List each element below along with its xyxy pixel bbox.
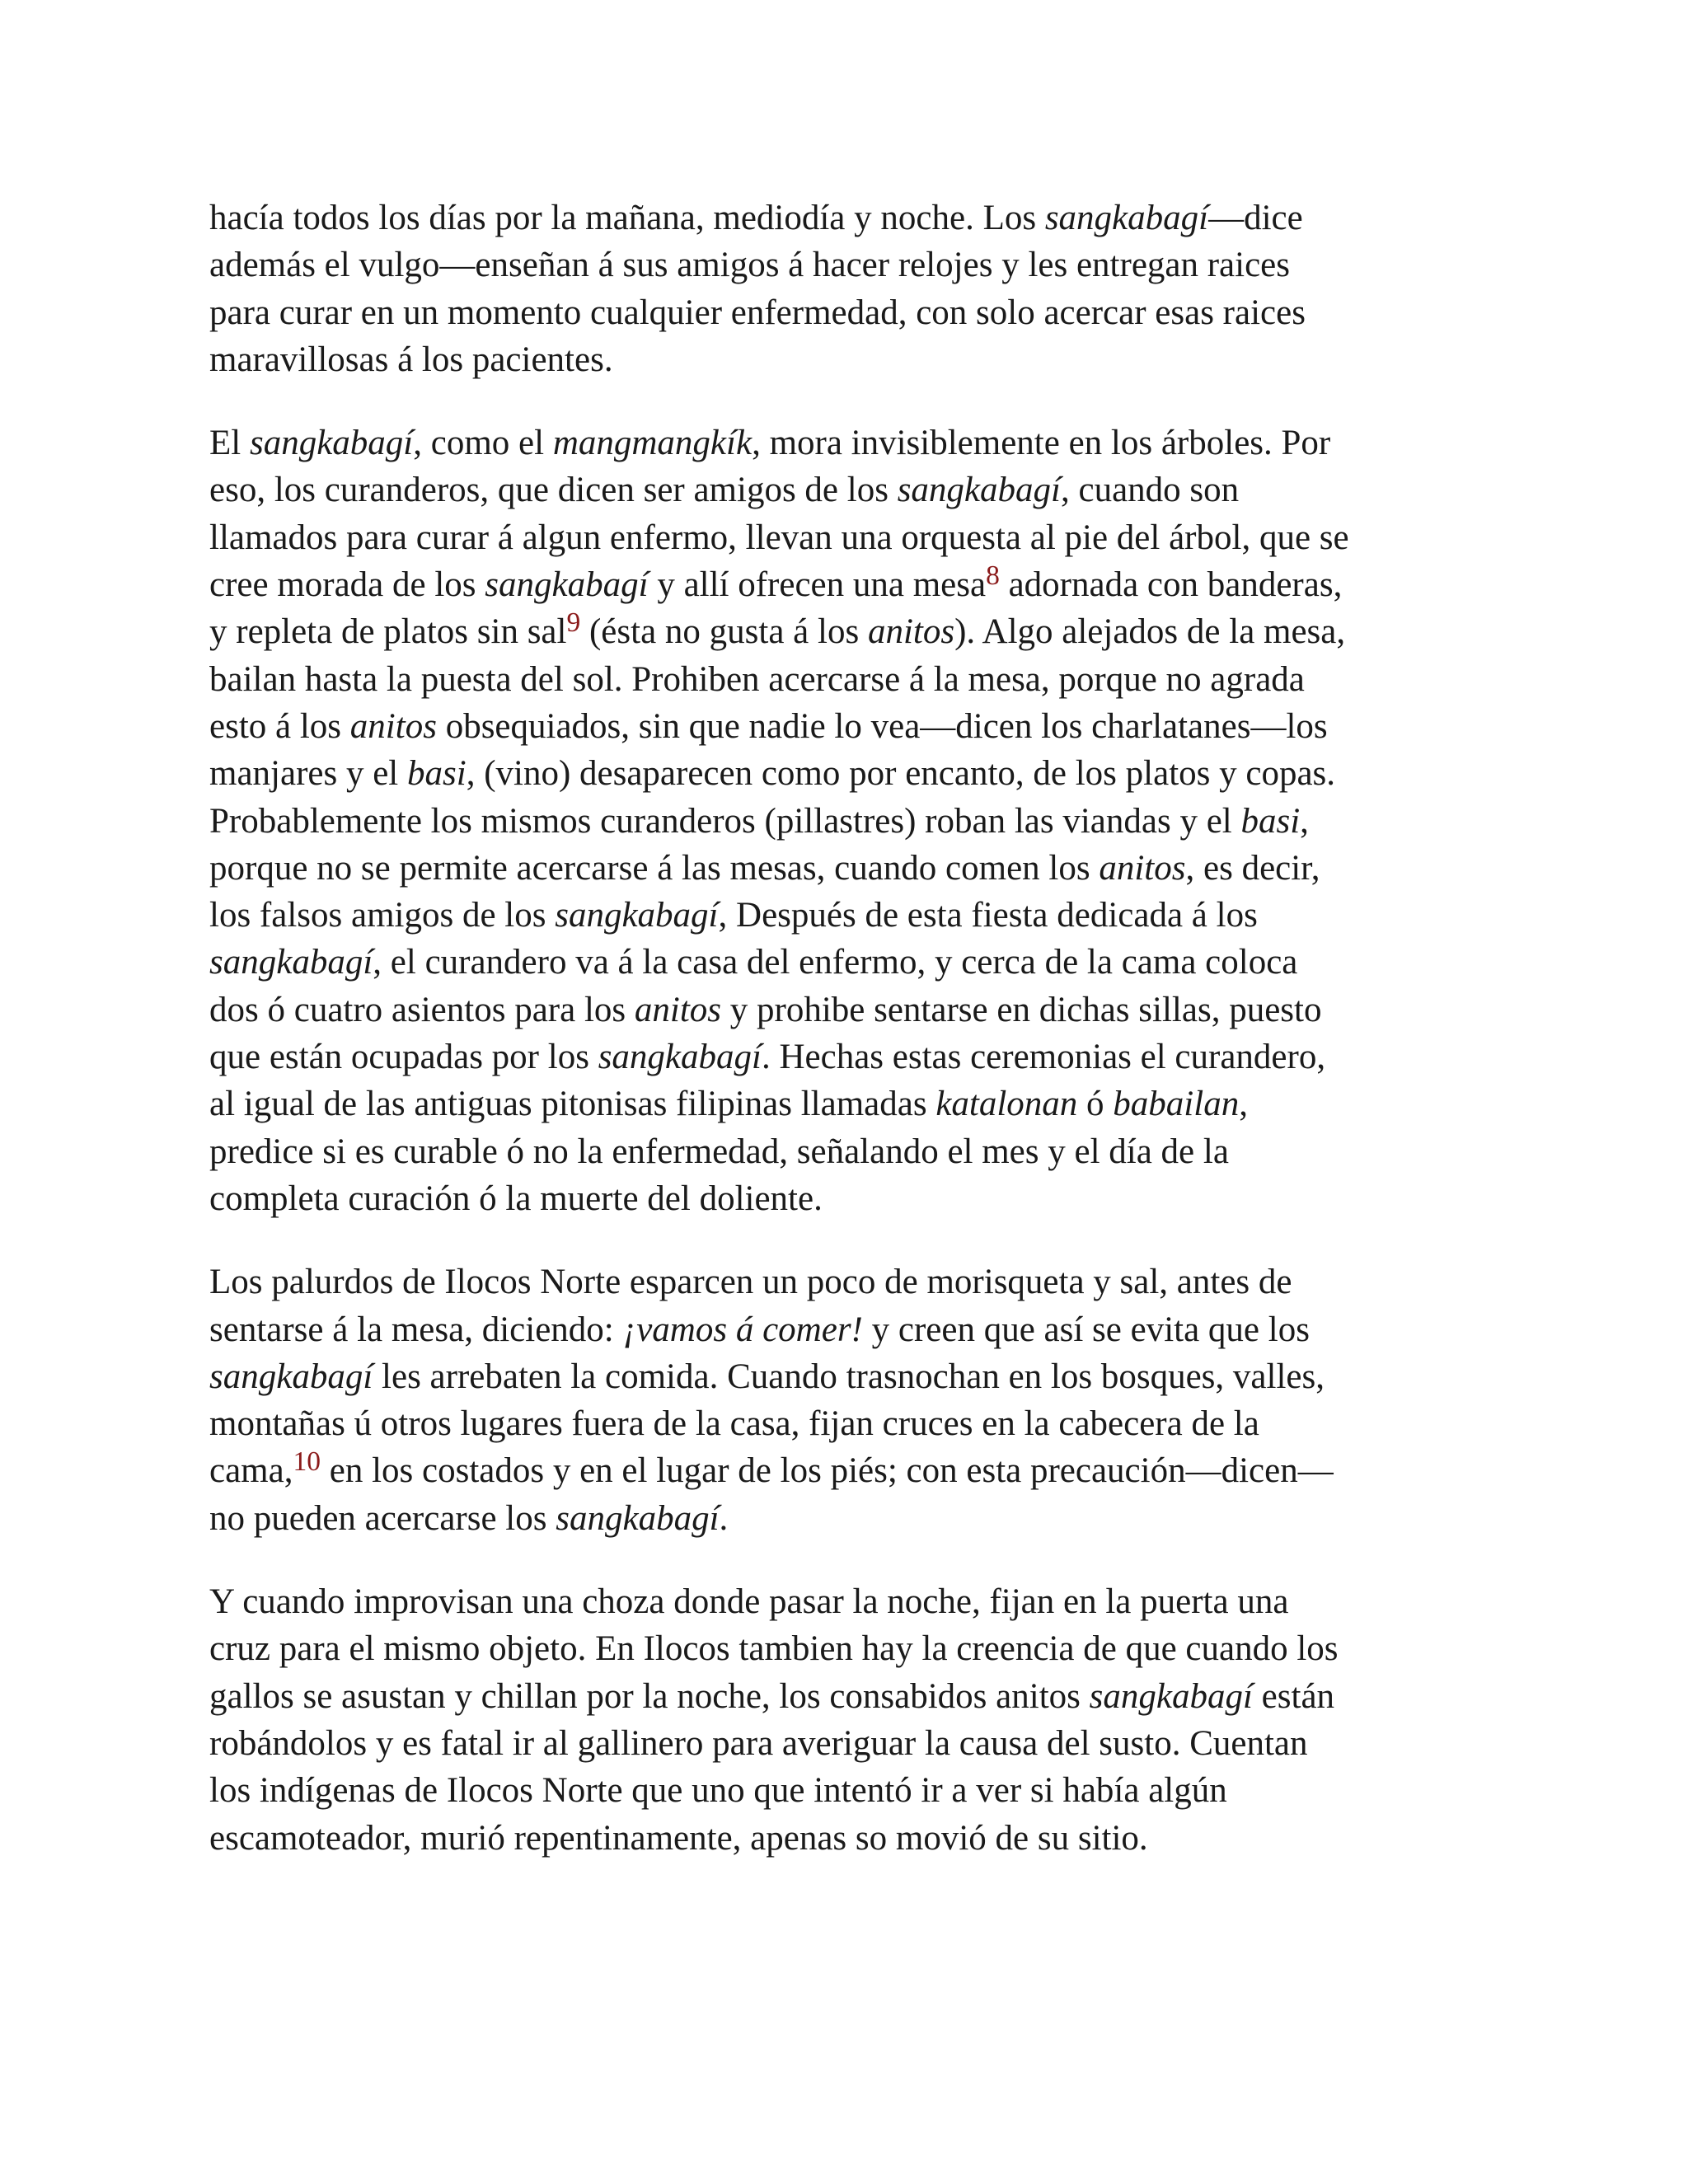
text-run: y allí ofrecen una mesa (648, 565, 987, 605)
text-line (209, 1625, 1495, 1672)
paragraph (209, 194, 1495, 383)
text-line (209, 892, 1495, 939)
text-run: al igual de las antiguas pitonisas filipinas llamadas (209, 1085, 936, 1124)
text-run: gallos se asustan y chillan por la noche, los consabidos anitos (209, 1676, 1090, 1716)
text-run: para curar en un momento cualquier enfermedad, con solo acercar esas raices (209, 293, 1306, 332)
text-line (209, 241, 1495, 288)
text-run: manjares y el (209, 754, 407, 794)
text-run: Y cuando improvisan una choza donde pasar la noche, fijan en la puerta una (209, 1582, 1289, 1622)
text-run: y prohibe sentarse en dichas sillas, puesto (721, 990, 1322, 1029)
text-run: adornada con banderas, (999, 565, 1343, 605)
text-line (209, 1578, 1495, 1625)
text-line (209, 1033, 1495, 1080)
text-run: hacía todos los días por la mañana, mediodía y noche. Los (209, 199, 1045, 237)
text-line (209, 608, 1495, 655)
text-run: . Hechas estas ceremonias el curandero, (761, 1038, 1326, 1077)
text-run: cruz para el mismo objeto. En Ilocos tambien hay la creencia de que cuando los (209, 1629, 1339, 1669)
italic-text: ¡vamos á comer! (622, 1310, 863, 1349)
text-line (209, 194, 1495, 241)
text-line (209, 1767, 1495, 1814)
italic-text: sangkabagí (1089, 1676, 1253, 1716)
text-run: porque no se permite acercarse á las mesas, cuando comen los (209, 848, 1100, 888)
text-line (209, 289, 1495, 336)
text-run: dos ó cuatro asientos para los (209, 990, 635, 1029)
text-line (209, 1495, 1495, 1542)
italic-text: sangkabagí (897, 471, 1061, 510)
text-line (209, 1128, 1495, 1175)
text-line (209, 1673, 1495, 1720)
text-run: , cuando son (1060, 471, 1240, 510)
text-run: llamados para curar á algun enfermo, llevan una orquesta al pie del árbol, que se (209, 518, 1349, 557)
text-run: , es decir, (1185, 848, 1320, 888)
text-line (209, 514, 1495, 561)
text-run: —dice (1208, 199, 1303, 237)
text-run: eso, los curanderos, que dicen ser amigos de los (209, 471, 898, 510)
text-run: , mora invisiblemente en los árboles. Por (752, 424, 1331, 463)
text-line (209, 1400, 1495, 1447)
text-line (209, 561, 1495, 608)
text-run: y creen que así se evita que los (862, 1310, 1310, 1349)
paragraph (209, 419, 1495, 1222)
italic-text: sangkabagí (485, 565, 649, 605)
italic-text: basi (1240, 801, 1301, 841)
text-run: sentarse á la mesa, diciendo: (209, 1310, 623, 1349)
text-run: , (1300, 801, 1309, 841)
text-line (209, 1353, 1495, 1400)
text-run: predice si es curable ó no la enfermedad, señalando el mes y el día de la (209, 1132, 1229, 1171)
text-line (209, 845, 1495, 892)
text-run: y repleta de platos sin sal (209, 612, 567, 652)
footnote-reference[interactable]: 10 (293, 1446, 321, 1478)
text-run: los falsos amigos de los (209, 896, 556, 935)
footnote-reference[interactable]: 9 (566, 607, 581, 639)
text-run: , Después de esta fiesta dedicada á los (718, 896, 1258, 935)
text-line (209, 798, 1495, 845)
text-run: montañas ú otros lugares fuera de la casa, fijan cruces en la cabecera de la (209, 1404, 1259, 1444)
text-line (209, 939, 1495, 986)
text-run: ). Algo alejados de la mesa, (954, 612, 1346, 652)
text-run: escamoteador, murió repentinamente, apenas so movió de su sitio. (209, 1818, 1148, 1858)
italic-text: sangkabagí (555, 896, 719, 935)
italic-text: anitos (349, 706, 437, 746)
italic-text: katalonan (935, 1085, 1078, 1124)
italic-text: anitos (867, 612, 955, 652)
paragraph (209, 1258, 1495, 1542)
text-run: bailan hasta la puesta del sol. Prohiben acercarse á la mesa, porque no agrada (209, 659, 1305, 699)
italic-text: sangkabagí (598, 1038, 762, 1077)
text-run: . (719, 1498, 729, 1538)
italic-text: anitos (1099, 848, 1186, 888)
text-line (209, 1080, 1495, 1127)
text-run: esto á los (209, 706, 350, 746)
italic-text: anitos (634, 990, 722, 1029)
text-run: los indígenas de Ilocos Norte que uno que intentó ir a ver si había algún (209, 1771, 1227, 1811)
text-run: El (209, 424, 250, 463)
text-run: maravillosas á los pacientes. (209, 340, 613, 379)
text-run: les arrebaten la comida. Cuando trasnochan en los bosques, valles, (373, 1357, 1325, 1396)
text-run: Probablemente los mismos curanderos (pillastres) roban las viandas y el (209, 801, 1241, 841)
text-run: Los palurdos de Ilocos Norte esparcen un poco de morisqueta y sal, antes de (209, 1263, 1292, 1302)
text-run: cree morada de los (209, 565, 485, 605)
text-run: , como el (413, 424, 553, 463)
italic-text: sangkabagí (556, 1498, 720, 1538)
text-line (209, 1815, 1495, 1862)
italic-text: mangmangkík (552, 424, 753, 463)
text-line (209, 336, 1495, 383)
italic-text: sangkabagí (1044, 199, 1209, 237)
text-run: cama, (209, 1451, 293, 1491)
text-line (209, 750, 1495, 797)
italic-text: basi (407, 754, 467, 794)
text-run: robándolos y es fatal ir al gallinero para averiguar la causa del susto. Cuentan (209, 1723, 1308, 1763)
text-run: , (1239, 1085, 1248, 1124)
text-run: que están ocupadas por los (209, 1038, 598, 1077)
text-run: , el curandero va á la casa del enfermo, y cerca de la cama coloca (373, 943, 1298, 982)
text-run: no pueden acercarse los (209, 1498, 556, 1538)
paragraph (209, 1578, 1495, 1862)
italic-text: sangkabagí (209, 1357, 373, 1396)
footnote-reference[interactable]: 8 (986, 560, 1000, 591)
text-run: además el vulgo—enseñan á sus amigos á hacer relojes y les entregan raices (209, 246, 1290, 285)
text-line (209, 419, 1495, 466)
text-run: , (vino) desaparecen como por encanto, de los platos y copas. (466, 754, 1336, 794)
text-run: (ésta no gusta á los (580, 612, 868, 652)
text-line (209, 656, 1495, 703)
document-page (209, 194, 1495, 1898)
text-line (209, 987, 1495, 1033)
italic-text: sangkabagí (249, 424, 414, 463)
text-line (209, 1306, 1495, 1353)
italic-text: sangkabagí (209, 943, 373, 982)
text-line (209, 1258, 1495, 1305)
text-line (209, 466, 1495, 513)
text-run: están (1252, 1676, 1335, 1716)
text-run: en los costados y en el lugar de los piés; con esta precaución—dicen— (320, 1451, 1334, 1491)
text-line (209, 703, 1495, 750)
text-run: obsequiados, sin que nadie lo vea—dicen los charlatanes—los (436, 706, 1328, 746)
text-line (209, 1720, 1495, 1767)
text-line (209, 1447, 1495, 1494)
text-run: completa curación ó la muerte del doliente. (209, 1179, 823, 1218)
text-run: ó (1077, 1085, 1114, 1124)
text-line (209, 1175, 1495, 1222)
italic-text: babailan (1113, 1085, 1240, 1124)
